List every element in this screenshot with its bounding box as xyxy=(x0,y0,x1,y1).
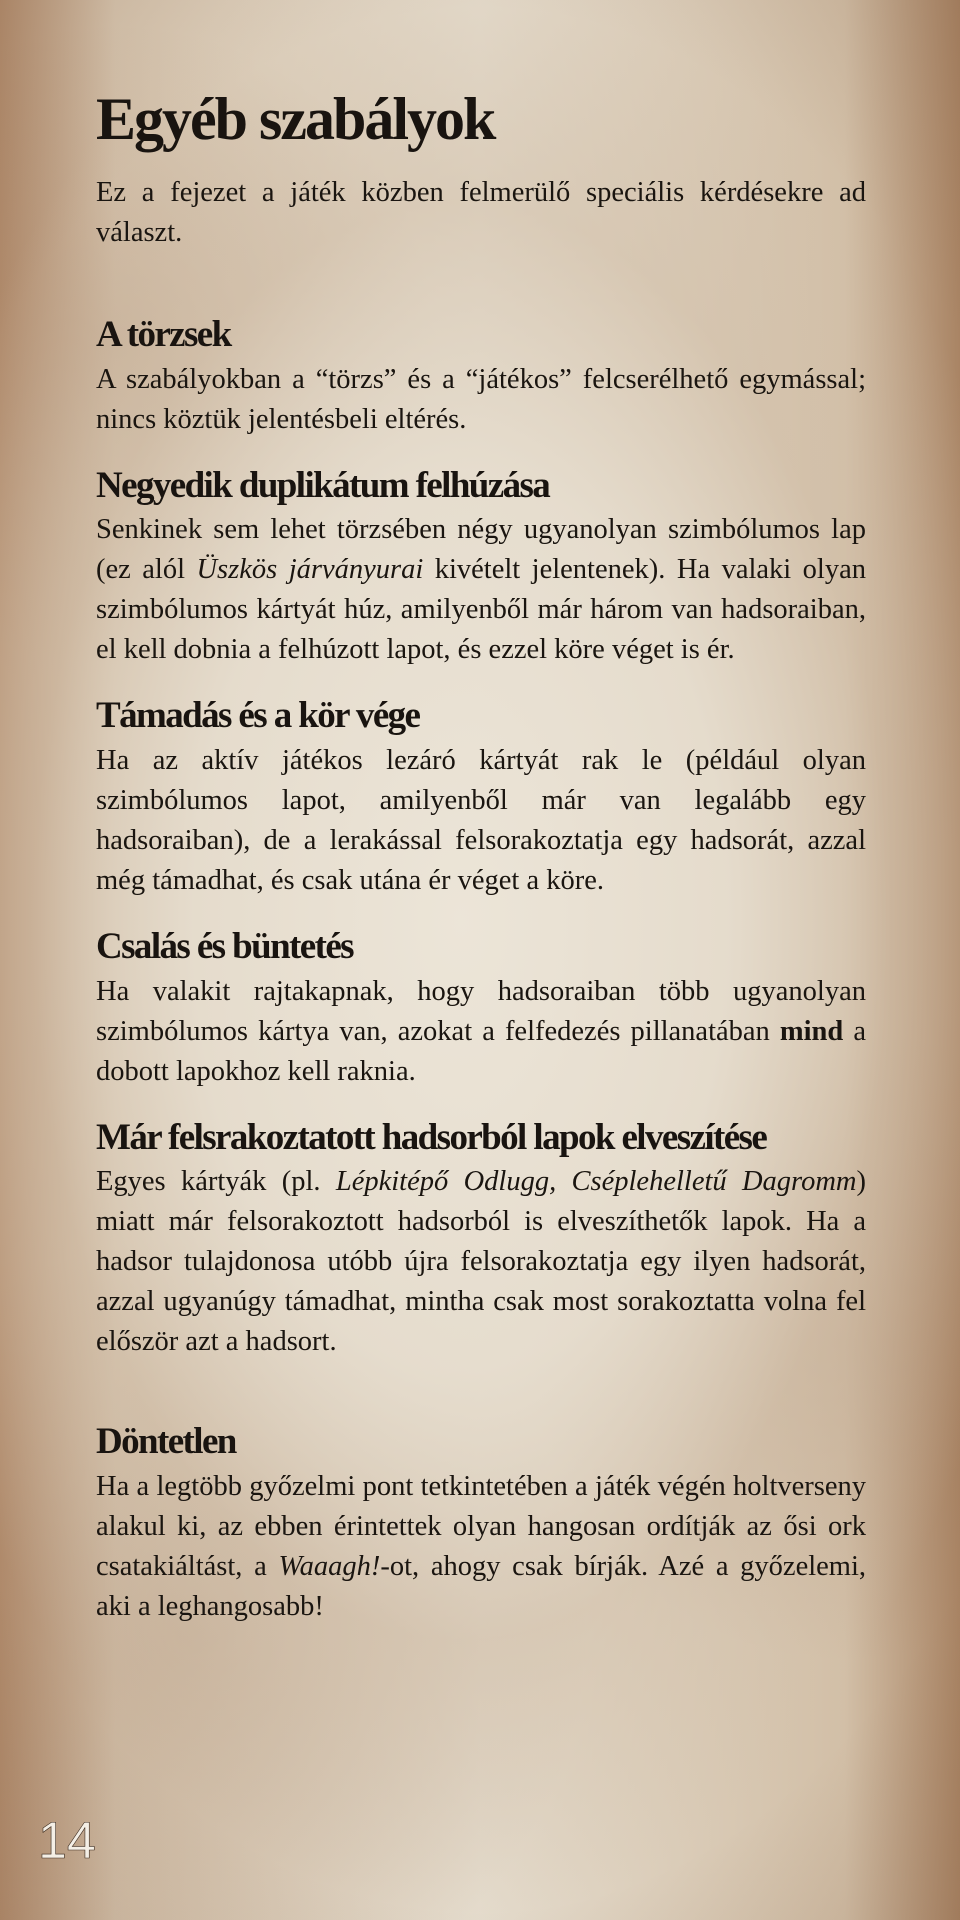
page-number xyxy=(36,1810,96,1870)
section-body: Senkinek sem lehet törzsében négy ugyanolyan szimbólumos lap (ez alól Üszkös járványurai kivételt jelentenek). Ha valaki olyan szimbólumos kártyát húz, amilyenből már három van hadsoraiban, el kell dobnia a felhúzott lapot, és ezzel köre véget is ér. xyxy=(96,514,866,666)
section-heading: Csalás és büntetés xyxy=(96,926,353,968)
card-name: Lépkitépő Odlugg, Cséplehelletű Dagromm xyxy=(335,1166,857,1198)
section-heading: Már felsrakoztatott hadsorból lapok elveszítése xyxy=(96,1116,767,1158)
section-heading: Negyedik duplikátum felhúzása xyxy=(96,464,550,506)
intro-paragraph: Ez a fejezet a játék közben felmerülő speciális kérdésekre ad választ. xyxy=(96,177,866,248)
section-body: A szabályokban a “törzs” és a “játékos” felcserélhető egymással; nincs köztük jelentésbeli eltérés. xyxy=(96,363,866,435)
section-fourth-duplicate xyxy=(96,466,866,671)
section-body: Ha az aktív játékos lezáró kártyát rak le (például olyan szimbólumos lapot, amilyenből már van legalább egy hadsoraiban), de a lerakással felsorakoztatja egy hadsorát, azzal még támadhat, és csak utána ér véget a köre. xyxy=(96,745,866,897)
section-tribes xyxy=(96,315,866,440)
section-cheating-penalty xyxy=(96,927,866,1092)
card-name: Üszkös járványurai xyxy=(196,554,424,586)
section-losing-cards xyxy=(96,1118,866,1363)
emphasis-word: Waaagh! xyxy=(278,1551,381,1583)
section-body: Ha valakit rajtakapnak, hogy hadsoraiban több ugyanolyan szimbólumos kártya van, azokat a felfedezés pillanatában mind a dobott lapokhoz kell raknia. xyxy=(96,975,867,1087)
section-body: Ha a legtöbb győzelmi pont tetkintetében a játék végén holtverseny alakul ki, az ebben érintettek olyan hangosan ordítják az ősi ork csatakiáltást, a Waaagh!-ot, ahogy csak bírják. Azé a győzelemi, aki a leghangosabb! xyxy=(96,1471,866,1623)
section-heading: Döntetlen xyxy=(96,1421,236,1463)
page-number-text: 14 xyxy=(38,1812,96,1870)
section-heading: Támadás és a kör vége xyxy=(96,695,420,737)
section-body: Egyes kártyák (pl. Lépkitépő Odlugg, Cséplehelletű Dagromm) miatt már felsorakoztott hadsorból is elveszíthetők lapok. Ha a hadsor tulajdonosa utóbb újra felsorakoztatja egy ilyen hadsorát, azzal ugyanúgy támadhat, minthа csak most sorakoztatta volna fel először azt a hadsort. xyxy=(96,1166,866,1358)
section-attack-end-turn xyxy=(96,696,866,901)
emphasis-word: mind xyxy=(779,1015,844,1047)
rules-page xyxy=(96,88,866,1653)
section-tie xyxy=(96,1422,866,1627)
section-heading: A törzsek xyxy=(96,314,231,355)
page-title: Egyéb szabályok xyxy=(96,86,495,152)
